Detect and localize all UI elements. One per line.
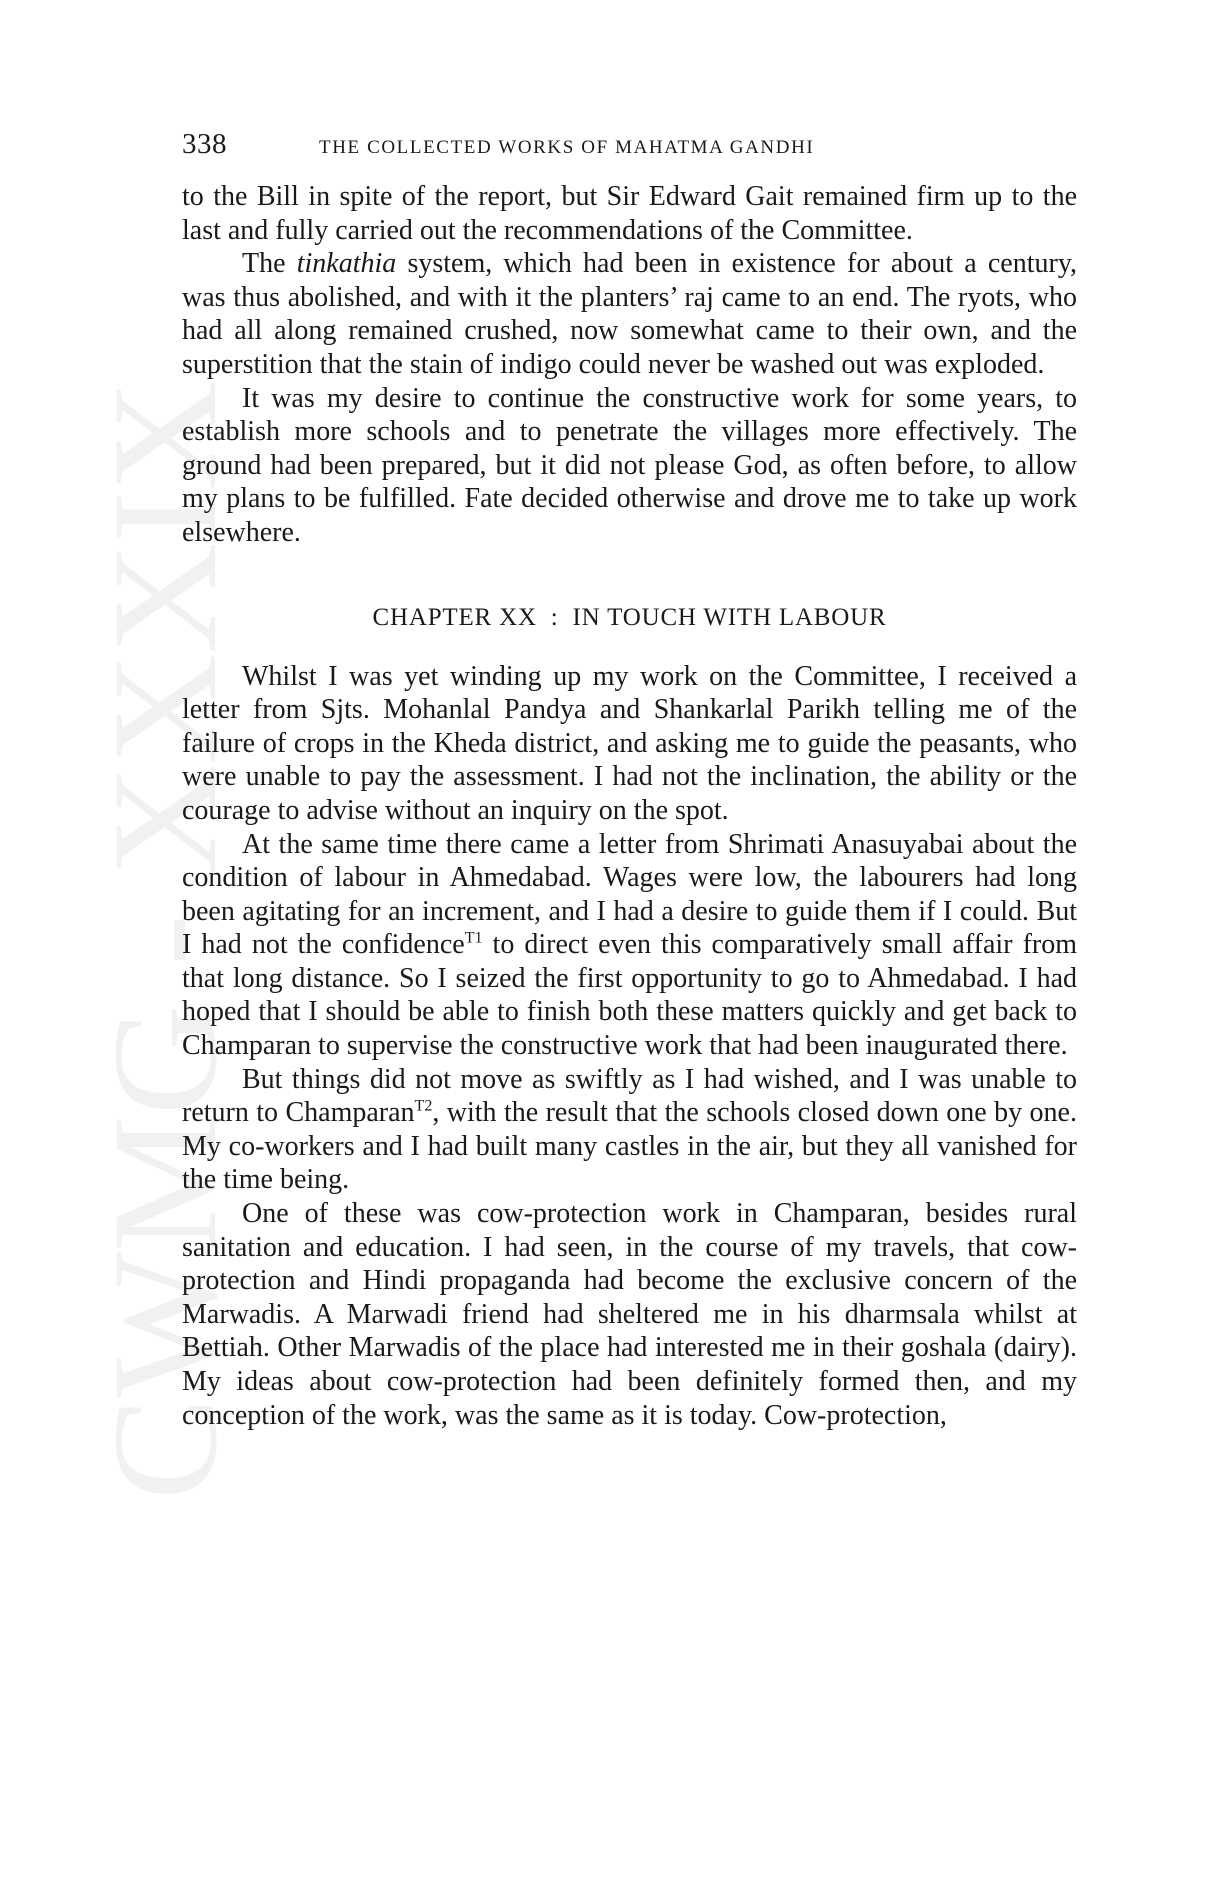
- paragraph-text: It was my desire to continue the constructive work for some years, to establish more schools and to penetrate the villages more effectively. The ground had been prepared, but it did not please God, as often before, to allow my plans to be fulfilled. Fate decided otherwise and drove me to take up work elsewhere.: [182, 382, 1077, 548]
- paragraph-text: But things did not move as swiftly as I had wished, and I was unable to return to Champaran: [182, 1063, 1077, 1129]
- paragraph: [182, 247, 1077, 381]
- paragraph: [182, 1063, 1077, 1197]
- running-head-title: THE COLLECTED WORKS OF MAHATMA GANDHI: [319, 137, 815, 158]
- italic-term: tinkathia: [296, 248, 397, 280]
- paragraph-text: to the Bill in spite of the report, but Sir Edward Gait remained firm up to the last and fully carried out the recommendations of the Committee.: [182, 181, 1077, 246]
- paragraph-text: The: [242, 248, 297, 280]
- paragraph: [182, 180, 1077, 247]
- paragraph-text: One of these was cow-protection work in Champaran, besides rural sanitation and education. I had seen, in the course of my travels, that cow-protection and Hindi propaganda had become the exclusive concern of the Marwadis. A Marwadi friend had sheltered me in his dharmsala whilst at Bettiah. Other Marwadis of the place had interested me in their goshala (dairy). My ideas about cow-protection had been definitely formed then, and my conception of the work, was the same as it is today. Cow-protection,: [182, 1198, 1077, 1431]
- chapter-number: CHAPTER XX: [372, 603, 537, 631]
- chapter-separator: :: [550, 603, 559, 631]
- paragraph-text: , with the result that the schools closed down one by one. My co-workers and I had built many castles in the air, but they all vanished for the time being.: [182, 1097, 1077, 1196]
- paragraph-text: Whilst I was yet winding up my work on the Committee, I received a letter from Sjts. Mohanlal Pandya and Shankarlal Parikh telling me of the failure of crops in the Kheda district, and asking me to guide the peasants, who were unable to pay the assessment. I had not the inclination, the ability or the courage to advise without an inquiry on the spot.: [182, 660, 1077, 826]
- paragraph: [182, 660, 1077, 828]
- paragraph: [182, 828, 1077, 1063]
- paragraph: [182, 382, 1077, 550]
- chapter-title: IN TOUCH WITH LABOUR: [572, 603, 887, 631]
- paragraph-text: system, which had been in existence for about a century, was thus abolished, and with it the planters’ raj came to an end. The ryots, who had all along remained crushed, now somewhat came to their own, and the superstition that the stain of indigo could never be washed out was exploded.: [182, 248, 1077, 380]
- body-text: [182, 180, 1077, 1432]
- page-number: 338: [182, 128, 227, 160]
- running-head: [182, 128, 1082, 168]
- chapter-heading: [182, 602, 1077, 634]
- watermark-text: CWMG XXXIX: [110, 408, 248, 1500]
- footnote-marker: T1: [464, 929, 483, 947]
- footnote-marker: T2: [414, 1097, 433, 1115]
- paragraph-text: At the same time there came a letter from Shrimati Anasuyabai about the condition of labour in Ahmedabad. Wages were low, the labourers had long been agitating for an increment, and I had a desire to guide them if I could. But I had not the confidence: [182, 828, 1077, 961]
- paragraph-text: to direct even this comparatively small affair from that long distance. So I seized the first opportunity to go to Ahmedabad. I had hoped that I should be able to finish both these matters quickly and get back to Champaran to supervise the constructive work that had been inaugurated there.: [182, 929, 1077, 1062]
- paragraph: [182, 1197, 1077, 1432]
